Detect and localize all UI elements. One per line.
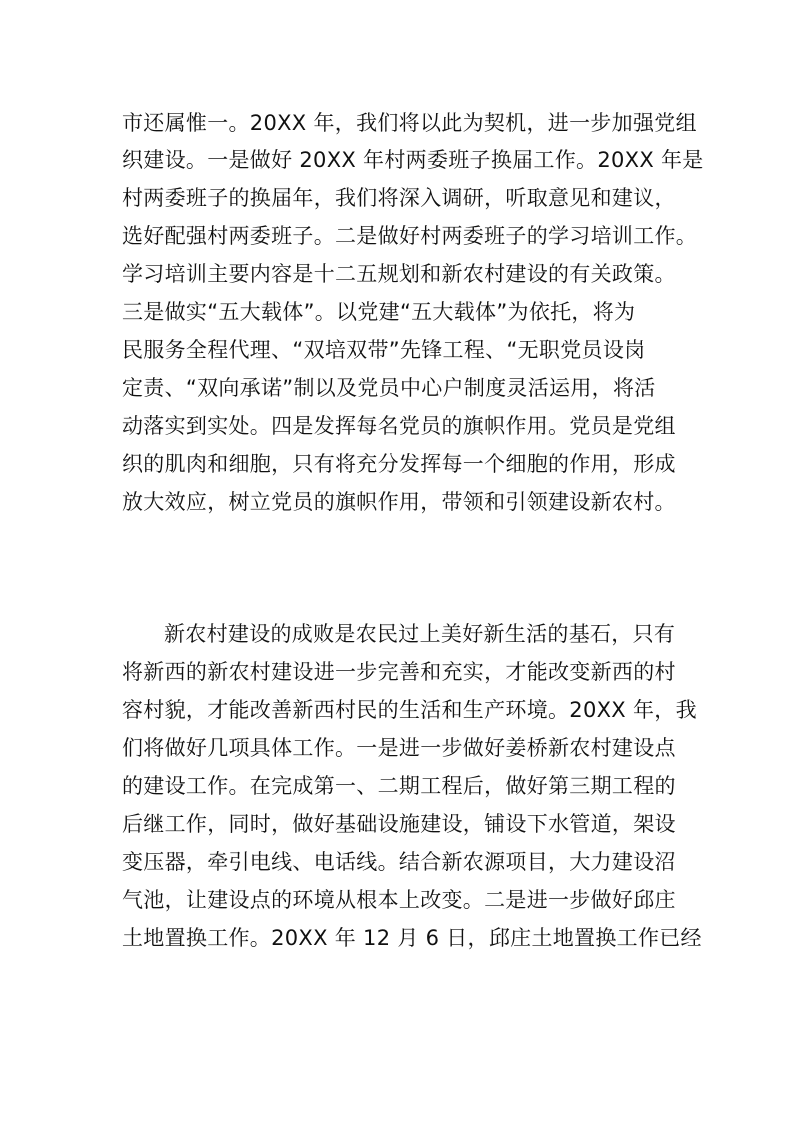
- text-line: 三是做实“五大载体”。以党建“五大载体”为依托，将为: [122, 300, 636, 324]
- text-line: 定责、“双向承诺”制以及党员中心户制度灵活运用，将活: [122, 376, 656, 400]
- text-line: 容村貌，才能改善新西村民的生活和生产环境。20XX 年，我: [122, 698, 697, 722]
- text-line: 织的肌肉和细胞，只有将充分发挥每一个细胞的作用，形成: [122, 452, 676, 476]
- text-line: 学习培训主要内容是十二五规划和新农村建设的有关政策。: [122, 262, 676, 286]
- text-line: 后继工作，同时，做好基础设施建设，铺设下水管道，架设: [122, 812, 676, 836]
- text-line: 放大效应，树立党员的旗帜作用，带领和引领建设新农村。: [122, 490, 676, 514]
- text-line: 选好配强村两委班子。二是做好村两委班子的学习培训工作。: [122, 224, 698, 248]
- text-line: 土地置换工作。20XX 年 12 月 6 日，邱庄土地置换工作已经: [122, 926, 702, 950]
- text-line: 织建设。一是做好 20XX 年村两委班子换届工作。20XX 年是: [122, 148, 704, 172]
- text-line: 村两委班子的换届年，我们将深入调研，听取意见和建议，: [122, 186, 676, 210]
- text-line: 的建设工作。在完成第一、二期工程后，做好第三期工程的: [122, 774, 676, 798]
- text-line: 们将做好几项具体工作。一是进一步做好姜桥新农村建设点: [122, 736, 676, 760]
- text-line: 新农村建设的成败是农民过上美好新生活的基石，只有: [164, 622, 676, 646]
- text-line: 变压器，牵引电线、电话线。结合新农源项目，大力建设沼: [122, 850, 676, 874]
- text-line: 将新西的新农村建设进一步完善和充实，才能改变新西的村: [122, 660, 676, 684]
- text-line: 动落实到实处。四是发挥每名党员的旗帜作用。党员是党组: [122, 414, 676, 438]
- text-line: 市还属惟一。20XX 年，我们将以此为契机，进一步加强党组: [122, 111, 697, 135]
- text-line: 气池，让建设点的环境从根本上改变。二是进一步做好邱庄: [122, 888, 676, 912]
- text-line: 民服务全程代理、“双培双带”先锋工程、“无职党员设岗: [122, 338, 646, 362]
